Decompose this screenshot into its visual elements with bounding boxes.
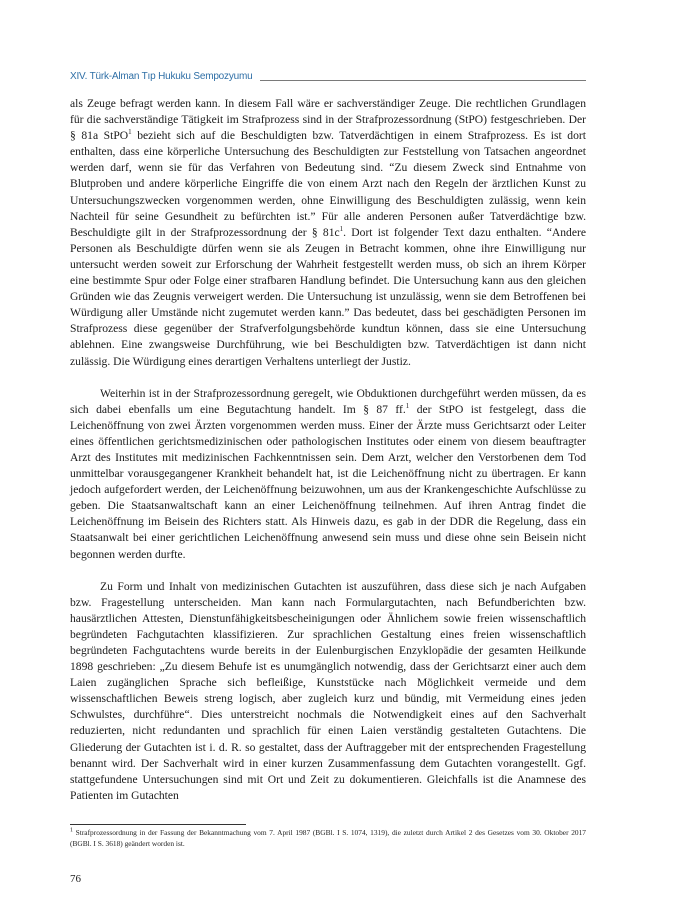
paragraph-2-part-a: Weiterhin ist in der Strafprozessordnung geregelt, wie Obduktionen durchgeführt werden müssen, da es sich dabei ebenfalls um eine Begutachtung handelt. Im § 87 ff.	[70, 386, 586, 416]
header-rule	[260, 80, 586, 81]
running-header	[70, 71, 586, 85]
footnote	[70, 828, 586, 849]
paragraph-2-part-b: der StPO ist festgelegt, dass die Leichenöffnung von zwei Ärzten vorgenommen werden muss. Einer der Ärzte muss Gerichtsarzt oder Leiter eines öffentlichen gerichtsmedizinischen oder pathologischen Institutes oder einem von diesem beauftragter Arzt des Institutes mit medizinischen Fachkenntnissen sein. Dem Arzt, welcher den Verstorbenen dem Tod unmittelbar vorausgegangener Krankheit behandelt hat, ist die Leichenöffnung nicht zu übertragen. Er kann jedoch aufgefordert werden, der Leichenöffnung beizuwohnen, um aus der Krankengeschichte Aufschlüsse zu geben. Die Staatsanwaltschaft kann an einer Leichenöffnung teilnehmen. Auf ihren Antrag findet die Leichenöffnung im Beisein des Richters statt. Als Hinweis dazu, es gab in der DDR die Regelung, dass ein Staatsanwalt bei einer gerichtlichen Leichenöffnung anwesend sein muss und diese ohne sein Beisein nicht begonnen werden durfte.	[70, 402, 587, 561]
paragraph-2	[70, 386, 586, 563]
footnote-marker: 1	[70, 827, 73, 834]
footnote-reference: 1	[128, 128, 132, 137]
running-title: XIV. Türk-Alman Tıp Hukuku Sempozyumu	[70, 71, 253, 82]
footnote-text: Strafprozessordnung in der Fassung der Bekanntmachung vom 7. April 1987 (BGBl. I S. 1074, 1319), die zuletzt durch Artikel 2 des Gesetzes vom 30. Oktober 2017 (BGBl. I S. 3618) geändert worden ist.	[70, 828, 586, 848]
paragraph-1	[70, 96, 586, 370]
footnote-reference: 1	[339, 224, 344, 233]
paragraph-1-part-c: . Dort ist folgender Text dazu enthalten. “Andere Personen als Beschuldigte dürfen wenn sie als Zeugen in Betracht kommen, ohne ihre Einwilligung nur untersucht werden soweit zur Erforschung der Wahrheit festgestellt werden muss, ob sich an ihrem Körper eine bestimmte Spur oder Folge einer strafbaren Handlung befindet. Die Untersuchung kann aus den gleichen Gründen wie das Zeugnis verweigert werden. Die Untersuchung ist unzulässig, wenn sie dem Betroffenen bei Würdigung aller Umstände nicht zugemutet werden kann.” Das bedeutet, dass bei geschädigten Personen im Strafprozess diese gegenüber der Strafverfolgungsbehörde kundtun können, dass sie eine Untersuchung ablehnen. Eine zwangsweise Durchführung, wie bei Beschuldigten bzw. Tatverdächtigen ist dann nicht zulässig. Die Würdigung eines derartigen Verhaltens unterliegt der Justiz.	[70, 225, 586, 368]
footnote-rule	[70, 824, 246, 825]
body-text	[70, 96, 586, 804]
page-number: 76	[70, 873, 81, 885]
paragraph-3: Zu Form und Inhalt von medizinischen Gutachten ist auszuführen, dass diese sich je nach Aufgaben bzw. Fragestellung unterscheiden. Man kann nach Formulargutachten, nach Befundberichten bzw. hausärztlichen Attesten, Dienstunfähigkeitsbescheinigungen oder Ähnlichem sowie freien wissenschaftlich begründeten Fachgutachten klassifizieren. Zur sprachlichen Gestaltung eines freien wissenschaftlich begründeten Fachgutachtens wurde bereits in der Eulenburgischen Enzyklopädie der gesamten Heilkunde 1898 geschrieben: „Zu diesem Behufe ist es unumgänglich notwendig, dass der Gerichtsarzt einer auch dem Laien zugänglichen Sprache sich befleißige, Kunststücke nach Möglichkeit vermeide und dem wissenschaftlichen Beweis streng logisch, aber zugleich kurz und bündig, mit Vermeidung eines jeden Schwulstes, durchführe“. Dies unterstreicht nochmals die Notwendigkeit eines auf den Sachverhalt reduzierten, nicht redundanten und sprachlich für einen Laien verständig gestalteten Gutachtens. Die Gliederung der Gutachten ist i. d. R. so gestaltet, dass der Auftraggeber mit der entsprechenden Fragestellung benannt wird. Der Sachverhalt wird in einer kurzen Zusammenfassung dem Gutachten vorangestellt. Ggf. stattgefundene Untersuchungen sind mit Ort und Zeit zu dokumentieren. Gleichfalls ist die Anamnese des Patienten im Gutachten	[70, 579, 586, 802]
paragraph-1-part-b: bezieht sich auf die Beschuldigten bzw. Tatverdächtigen in einem Strafprozess. Es ist dort enthalten, dass eine körperliche Untersuchung des Beschuldigten zur Feststellung von Tatsachen angeordnet werden darf, wenn sie für das Verfahren von Bedeutung sind. “Zu diesem Zweck sind Entnahme von Blutproben und andere körperliche Eingriffe die von einem Arzt nach den Regeln der ärztlichen Kunst zu Untersuchungszwecken vorgenommen werden, ohne Einwilligung des Beschuldigten zulässig, wenn kein Nachteil für seine Gesundheit zu befürchten ist.” Für alle anderen Personen außer Tatverdächtige bzw. Beschuldigte gilt in der Strafprozessordnung der § 81c	[70, 129, 586, 239]
footnote-reference: 1	[405, 401, 410, 410]
paragraph-1-part-a: als Zeuge befragt werden kann. In diesem Fall wäre er sachverständiger Zeuge. Die rechtlichen Grundlagen für die sachverständige Tätigkeit im Strafprozess sind in der Strafprozessordnung (StPO) festgeschrieben. Der § 81a StPO	[70, 97, 586, 143]
